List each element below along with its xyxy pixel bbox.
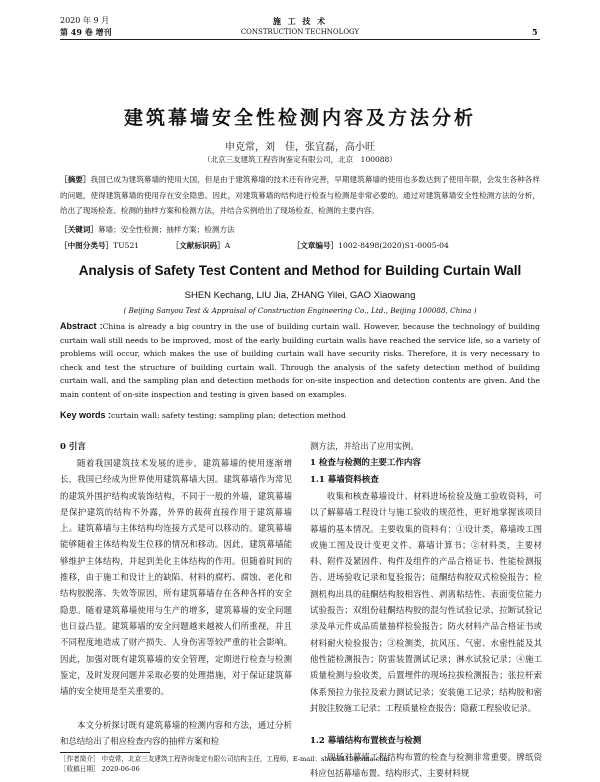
intro-paragraph-1: 随着我国建筑技术发展的进步，建筑幕墙的使用逐渐增长，我国已经成为世界使用建筑幕墙大国。建筑幕墙作为常见的建筑外围护结构或装饰结构，不同于一般的外墙，建筑幕墙是保护建筑的结构不外露，外界的载荷直接作用于建筑幕墙上。建筑幕墙与主体结构均连接方式是可以移动的。建筑幕墙能够随着主体结构发生位移的情况和移动。因此，建筑幕墙能够维护主体结构，并起到美化主体结构的作用。但随着时间的推移，由于施工和设计上的缺陷、材料的腐朽、腐蚀、老化和结构胶脱落、失效等原因，所有建筑幕墙存在各种各样的安全隐患。随着建筑幕墙使用与生产的增多，建筑幕墙的安全问题也日益凸显。建筑幕墙的安全问题越来越被人们所重视，并且不同程度地造成了财产损失、人身伤害等较严重的社会影响。因此，加强对既有建筑幕墙的安全管理，定期进行检查与检测鉴定，及时发现问题并采取必要的处理措施，对于保证建筑幕墙的安全使用是至关重要的。 [60,458,292,697]
title-en: Analysis of Safety Test Content and Method for Building Curtain Wall [78,263,522,278]
footnote-rule [60,752,150,753]
abstract-en-label: Abstract : [60,321,103,331]
section-1-1-paragraph: 收集和核查幕墙设计、材料进场检验及施工验收资料，可以了解幕墙工程设计与施工验收的规范性，更好地掌握该项目幕墙的基本情况。主要收集的资料有：①设计类，幕墙竣工图或施工图及设计变更文件、幕墙计算书；②材料类，主要材料、附件及紧固件、构件及组件的产品合格证书、性能检测报告、进场验收记录和复验报告；硅酮结构胶双式检验报告；检测机构出具的硅酮结构胶相容性、剥离粘结性、表面变位能力试验报告；双组份硅酮结构胶的混匀性试验记录、拉断试验记录及单元件成品质量抽样检验报告；防火材料产品合格证书或材料耐火检验报告；③检测类，抗风压、气密、水密性能及其他性能检测报告；防雷装置测试记录；淋水试验记录；④施工质量检测与验收类，后置埋件的现场拉拔检测报告；张拉杆索体系预拉力张拉及索力测试记录；安装施工记录；结构胶和密封胶注胶施工记录；工程质量检查报告；隐蔽工程验收记录。 [310,491,542,713]
clc-value: TU521 [113,241,140,250]
abstract-cn-text: 我国已成为建筑幕墙的使用大国，但是由于建筑幕墙的技术还有待完善，早期建筑幕墙的使用也多数达到了使用年限，会发生各种各样的问题，使得建筑幕墙的使用存在安全隐患。因此，对建筑幕墙的结构进行检查与检测是非常必要的。通过对建筑幕墙安全性检测方法的分析，给出了现场检查、检测的抽样方案和检测方法，并结合实例给出了现场检查、检测的主要内容。 [60,175,540,216]
article-id-value: 1002-8498(2020)S1-0005-04 [338,241,449,250]
section-1-2-heading: 1.2 幕墙结构布置核查与检测 [310,736,422,746]
right-col-continuation: 测方法，并给出了应用实例。 [310,441,419,451]
affiliation-cn: （北京三友建筑工程咨询鉴定有限公司，北京 100088） [203,155,397,164]
header-journal-cn: 施 工 技 术 [272,16,328,26]
section-1-2-paragraph: 现场对幕墙工程结构布置的检查与检测非常重要。牌纸资料应包括幕墙布置、结构形式、主要材料规 [310,752,542,779]
abstract-cn [60,172,540,219]
keywords-en-text: curtain wall; safety testing; sampling plan; detection method [111,411,346,420]
header-date: 2020 年 9 月 [60,16,110,25]
section-0-heading: 0 引言 [60,442,86,452]
intro-paragraph-2: 本文分析探讨既有建筑幕墙的检测内容和方法，通过分析和总结给出了相应检查内容的抽样方案和检 [60,720,292,747]
abstract-en [60,320,540,402]
article-id-label: ［文章编号］ [292,241,339,250]
doc-code-value: A [224,241,231,250]
header-volume: 第 49 卷 增刊 [60,27,112,37]
keywords-cn [60,222,540,238]
affiliation-en: ( Beijing Sanyou Test & Appraisal of Construction Engineering Co., Ltd., Beijing 100088, China ) [123,306,477,315]
section-1-heading: 1 检查与检测的主要工作内容 [310,458,421,468]
title-cn: 建筑幕墙安全性检测内容及方法分析 [123,107,476,129]
doc-code-label: ［文献标识码］ [171,241,225,250]
abstract-cn-label: ［摘要］ [60,175,91,184]
section-1-1-heading: 1.1 幕墙资料核查 [310,475,379,485]
authors-en: SHEN Kechang, LIU Jia, ZHANG Yilei, GAO Xiaowang [184,290,416,301]
keywords-cn-label: ［关键词］ [60,225,98,234]
keywords-cn-text: 幕墙；安全性检测；抽样方案；检测方法 [97,225,235,234]
header-journal-en: CONSTRUCTION TECHNOLOGY [240,28,360,36]
keywords-en [60,408,540,423]
footnote-received: ［收稿日期］ 2020-06-06 [60,765,140,773]
footnote-author: ［作者简介］ 申克常，北京三友建筑工程咨询鉴定有限公司结构主任，工程师，E-mail：shenk413@sina.com [60,755,390,763]
abstract-en-text: China is already a big country in the use of building curtain wall. However, because the technology of building curtain wall still needs to be improved, most of the early building curtain walls have reached the service life, so a variety of problems will occur, which makes the use of building curtain wall have security risks. Therefore, it is very necessary to check and test the structure of building curtain wall. Through the analysis of the safety detection method of building curtain wall, and the sampling plan and detection methods for on-site inspection and detection contents are given. And the main content of on-site inspection and testing is given based on examples. [60,322,540,399]
header-page-number: 5 [532,27,538,37]
keywords-en-label: Key words : [60,410,112,420]
header-rule [60,39,540,40]
classification-line [60,238,540,254]
clc-label: ［中图分类号］ [60,241,114,250]
authors-cn: 申克常，刘 佳，张宜磊，高小旺 [225,142,375,153]
